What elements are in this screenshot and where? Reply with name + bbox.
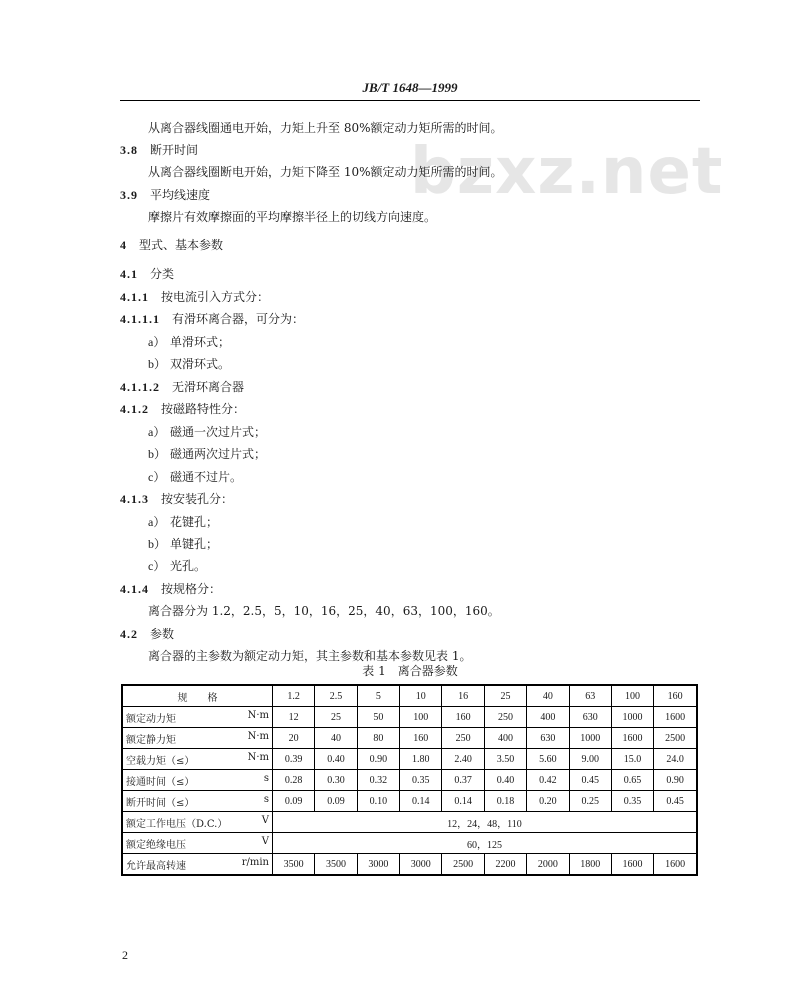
table-cell: 2500 [654,728,697,749]
table-header-label: 规 格 [122,685,273,707]
table-cell: 0.25 [569,791,611,812]
table-cell: 40 [527,685,569,707]
table-cell: 0.37 [442,770,484,791]
row-label: 额定工作电压（D.C.） V [122,812,273,833]
table-cell: 0.45 [654,791,697,812]
table-cell: 0.18 [484,791,526,812]
table-cell: 0.90 [654,770,697,791]
table-cell: 0.35 [400,770,442,791]
list-item: b） 双滑环式。 [148,357,231,371]
row-label: 额定静力矩 N·m [122,728,273,749]
row-label: 接通时间（≤） s [122,770,273,791]
table-cell: 100 [400,707,442,728]
table-cell: 10 [400,685,442,707]
table-cell: 630 [527,728,569,749]
table-cell: 3500 [315,854,357,876]
section-heading: 4.1.1.1 有滑环离合器，可分为： [120,312,305,326]
table-cell: 3000 [400,854,442,876]
page-number: 2 [122,948,128,962]
table-cell: 63 [569,685,611,707]
table-cell: 0.09 [273,791,315,812]
table-row [122,770,697,791]
table-cell: 5 [357,685,399,707]
table-row [122,854,697,876]
chapter-heading: 4 型式、基本参数 [120,238,224,252]
table-row [122,749,697,770]
table-cell: 0.14 [400,791,442,812]
table-cell: 0.40 [484,770,526,791]
row-label: 空载力矩（≤） N·m [122,749,273,770]
list-item: c） 磁通不过片。 [148,470,243,484]
table-row [122,728,697,749]
table-cell: 160 [442,707,484,728]
table-cell: 1000 [569,728,611,749]
section-heading: 4.1.3 按安装孔分： [120,492,234,506]
list-item: c） 光孔。 [148,559,207,573]
section-heading: 4.1.2 按磁路特性分： [120,402,246,416]
merged-cell: 12，24，48，110 [273,812,698,833]
table-cell: 3000 [357,854,399,876]
table-cell: 0.32 [357,770,399,791]
table-cell: 25 [315,707,357,728]
text-line: 从离合器线圈通电开始，力矩上升至 80%额定动力矩所需的时间。 [148,121,503,135]
table-cell: 2200 [484,854,526,876]
list-item: b） 磁通两次过片式； [148,447,267,461]
section-heading: 4.1.1 按电流引入方式分： [120,290,270,304]
table-cell: 250 [484,707,526,728]
row-label: 断开时间（≤） s [122,791,273,812]
table-row [122,791,697,812]
list-item: a） 花键孔； [148,515,219,529]
row-label: 允许最高转速 r/min [122,854,273,876]
table-header-row [122,685,697,707]
table-cell: 0.39 [273,749,315,770]
list-item: b） 单键孔； [148,537,219,551]
table-cell: 40 [315,728,357,749]
table-cell: 0.20 [527,791,569,812]
table-cell: 0.28 [273,770,315,791]
table-cell: 1600 [611,854,653,876]
table-cell: 3500 [273,854,315,876]
table-cell: 630 [569,707,611,728]
section-heading: 3.9 平均线速度 [120,188,211,202]
table-row [122,707,697,728]
table-cell: 0.10 [357,791,399,812]
table-cell: 80 [357,728,399,749]
list-item: a） 磁通一次过片式； [148,425,267,439]
table-cell: 9.00 [569,749,611,770]
table-cell: 1000 [611,707,653,728]
table-row [122,812,697,833]
table-cell: 2.40 [442,749,484,770]
table-cell: 0.35 [611,791,653,812]
parameter-table [121,684,698,876]
table-cell: 0.90 [357,749,399,770]
section-heading: 4.1.4 按规格分： [120,582,222,596]
table-cell: 160 [654,685,697,707]
table-cell: 0.14 [442,791,484,812]
table-cell: 2500 [442,854,484,876]
table-cell: 2.5 [315,685,357,707]
table-cell: 1800 [569,854,611,876]
table-cell: 0.09 [315,791,357,812]
table-cell: 400 [484,728,526,749]
section-heading: 4.1.1.2 无滑环离合器 [120,380,245,394]
table-cell: 2000 [527,854,569,876]
table-cell: 100 [611,685,653,707]
table-cell: 25 [484,685,526,707]
table-cell: 1.80 [400,749,442,770]
table-cell: 16 [442,685,484,707]
section-heading: 3.8 断开时间 [120,143,199,157]
watermark: bzxz.net [410,135,724,209]
table-cell: 12 [273,707,315,728]
merged-cell: 60，125 [273,833,698,854]
section-heading: 4.1 分类 [120,267,175,281]
table-cell: 0.42 [527,770,569,791]
table-cell: 15.0 [611,749,653,770]
table-cell: 1600 [654,854,697,876]
list-item: a） 单滑环式； [148,335,231,349]
section-heading: 4.2 参数 [120,627,175,641]
table-cell: 1600 [654,707,697,728]
table-cell: 250 [442,728,484,749]
table-cell: 50 [357,707,399,728]
row-label: 额定绝缘电压 V [122,833,273,854]
table-cell: 5.60 [527,749,569,770]
text-line: 离合器分为 1.2，2.5，5，10，16，25，40，63，100，160。 [148,604,500,618]
table-cell: 400 [527,707,569,728]
table-cell: 24.0 [654,749,697,770]
text-line: 离合器的主参数为额定动力矩，其主参数和基本参数见表 1。 [148,649,472,663]
table-caption: 表 1 离合器参数 [362,664,458,678]
document-header: JB/T 1648—1999 [362,80,458,95]
table-cell: 1600 [611,728,653,749]
table-cell: 0.45 [569,770,611,791]
table-cell: 20 [273,728,315,749]
table-row [122,833,697,854]
table-cell: 160 [400,728,442,749]
text-line: 从离合器线圈断电开始，力矩下降至 10%额定动力矩所需的时间。 [148,165,503,179]
table-cell: 1.2 [273,685,315,707]
table-cell: 0.40 [315,749,357,770]
text-line: 摩擦片有效摩擦面的平均摩擦半径上的切线方向速度。 [148,210,437,224]
table-cell: 0.65 [611,770,653,791]
table-cell: 3.50 [484,749,526,770]
row-label: 额定动力矩 N·m [122,707,273,728]
header-rule [120,100,700,101]
table-cell: 0.30 [315,770,357,791]
